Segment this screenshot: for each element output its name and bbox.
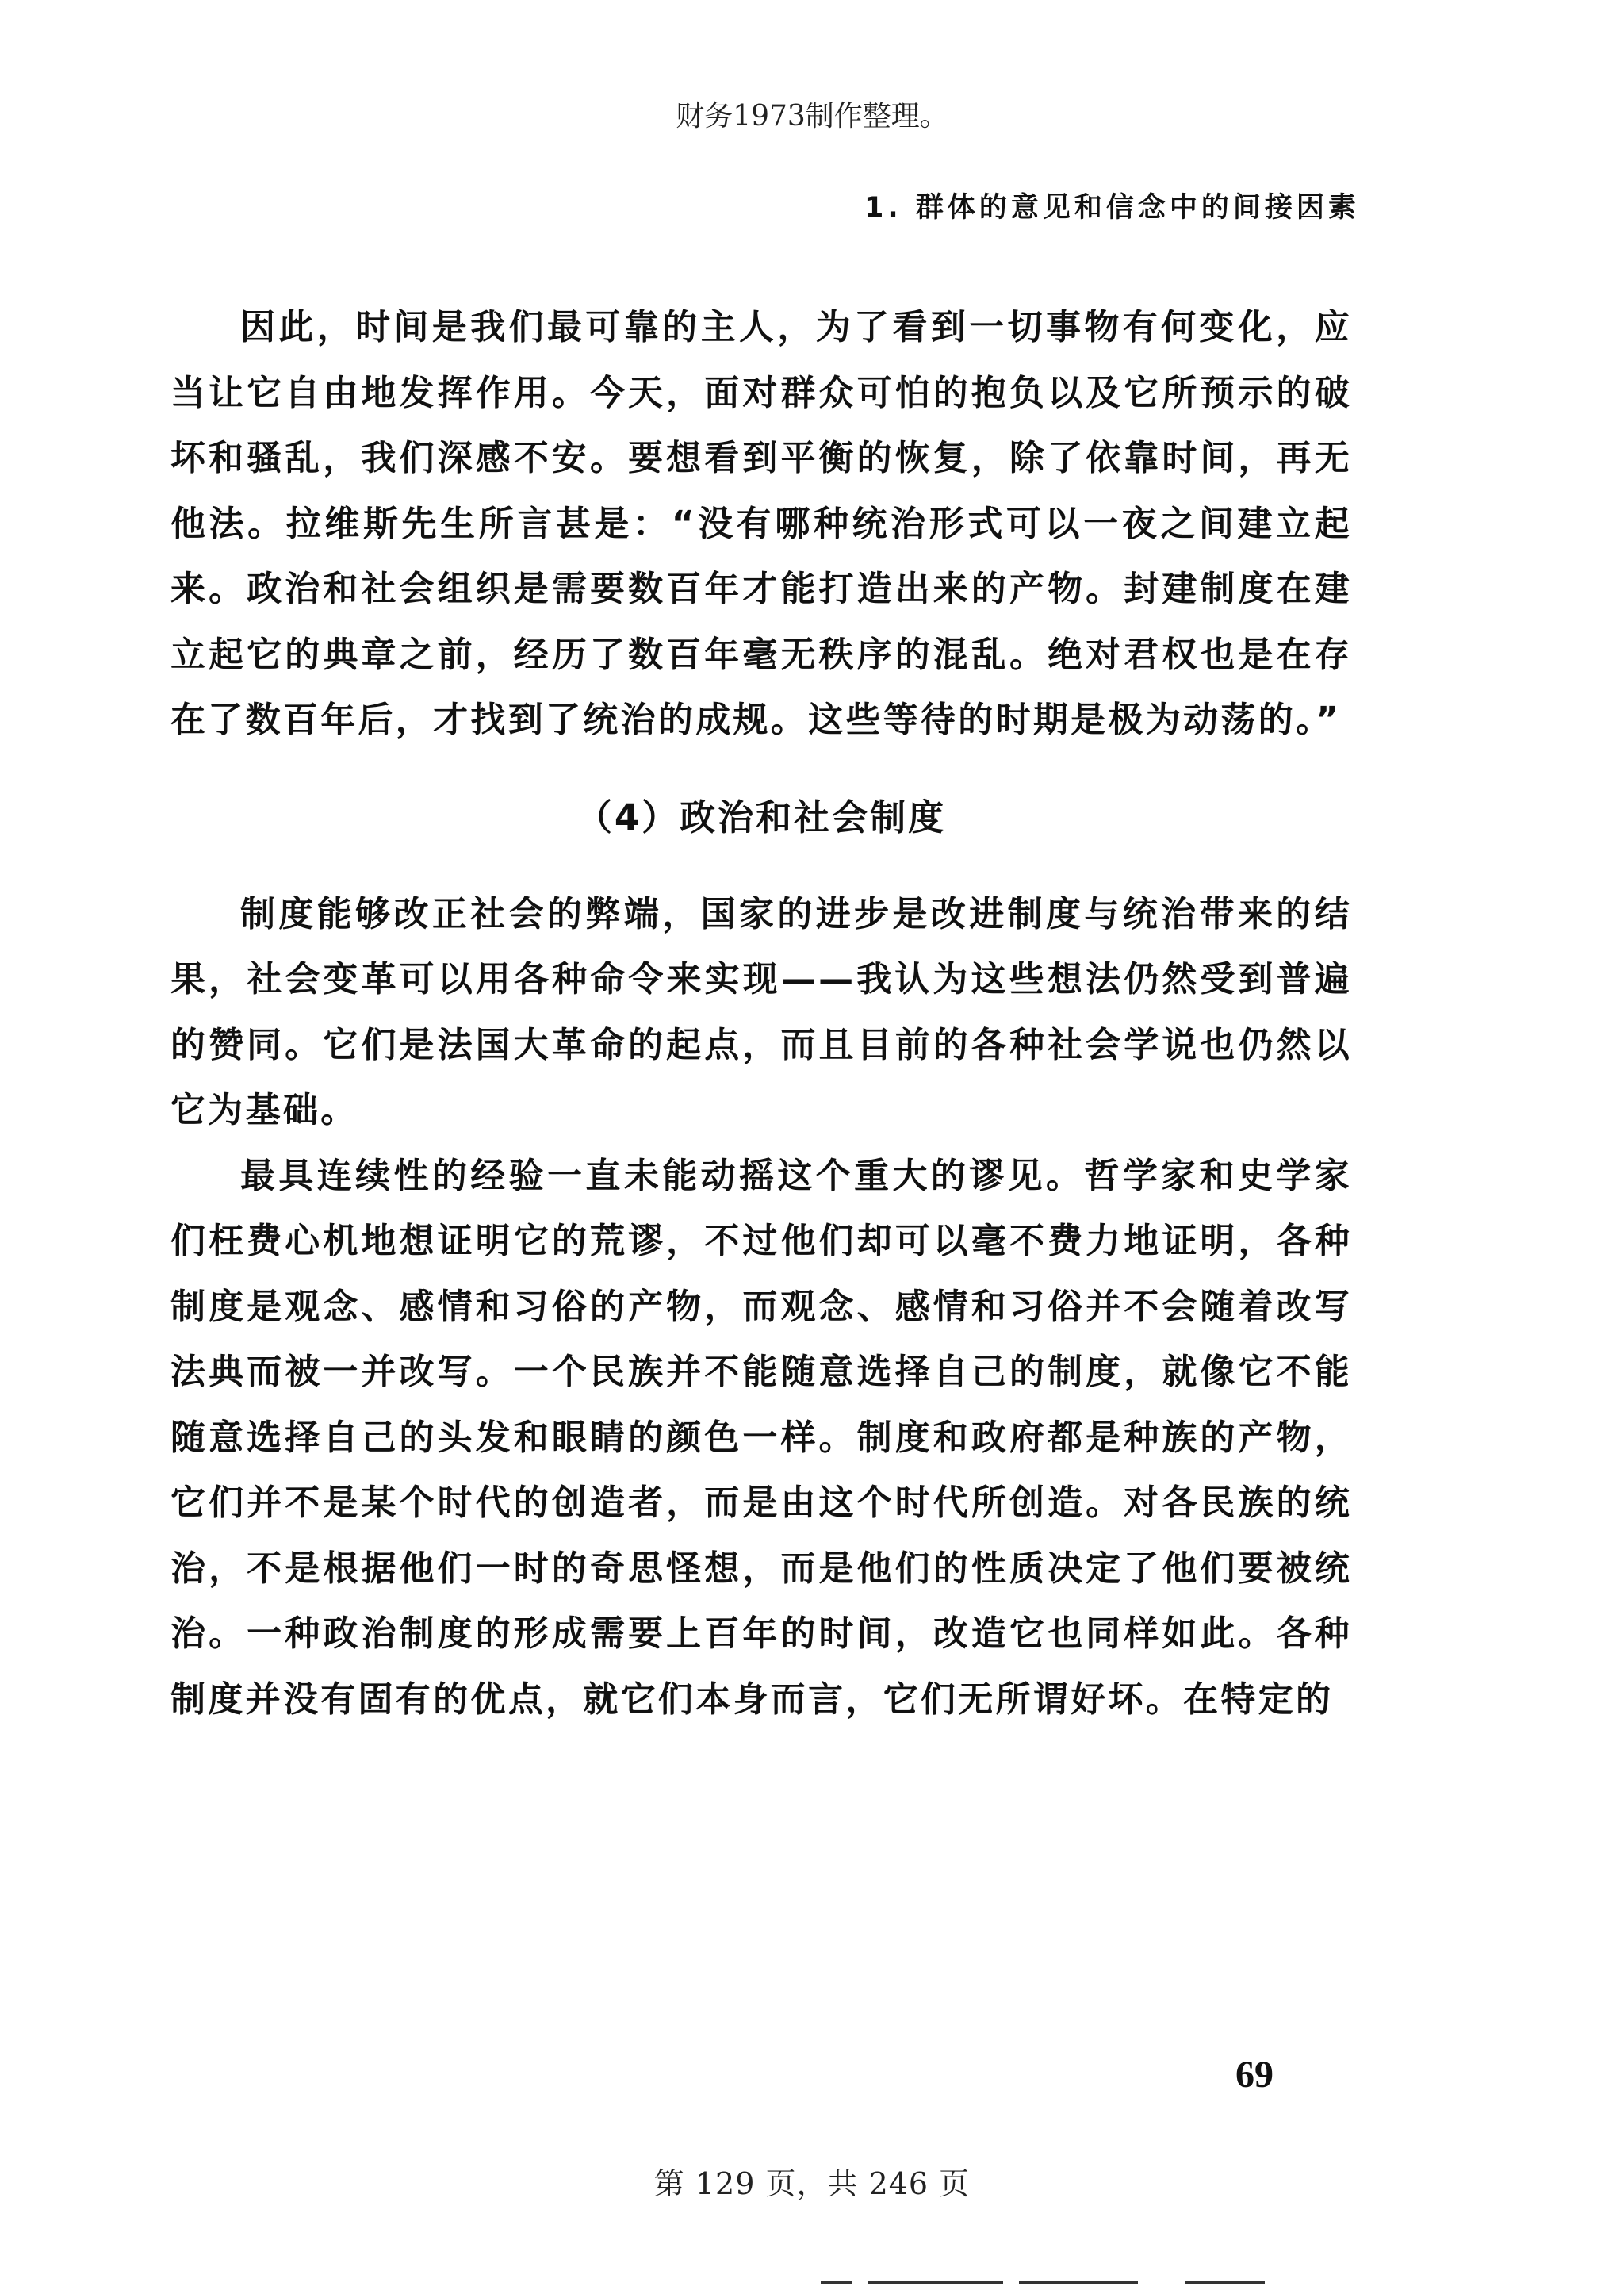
watermark-text: 财务1973制作整理。 (676, 100, 948, 132)
body-paragraph: 最具连续性的经验一直未能动摇这个重大的谬见。哲学家和史学家们枉费心机地想证明它的荒谬，不过他们却可以毫不费力地证明，各种制度是观念、感情和习俗的产物，而观念、感情和习俗并不会随着改写法典而被一并改写。一个民族并不能随意选择自己的制度，就像它不能随意选择自己的头发和眼睛的颜色一样。制度和政府都是种族的产物，它们并不是某个时代的创造者，而是由这个时代所创造。对各民族的统治，不是根据他们一时的奇思怪想，而是他们的性质决定了他们要被统治。一种政治制度的形成需要上百年的时间，改造它也同样如此。各种制度并没有固有的优点，就它们本身而言，它们无所谓好坏。在特定的 (170, 1155, 1352, 1720)
page-number: 69 (1235, 2054, 1274, 2096)
section-heading: （4）政治和社会制度 (576, 796, 947, 838)
running-head: 1. 群体的意见和信念中的间接因素 (864, 192, 1360, 224)
page-body (170, 295, 1352, 1732)
body-paragraph: 制度能够改正社会的弊端，国家的进步是改进制度与统治带来的结果，社会变革可以用各种命令来实现——我认为这些想法仍然受到普遍的赞同。它们是法国大革命的起点，而且目前的各种社会学说也仍然以它为基础。 (170, 893, 1352, 1130)
page-count-footer: 第 129 页，共 246 页 (653, 2166, 971, 2201)
body-paragraph: 因此，时间是我们最可靠的主人，为了看到一切事物有何变化，应当让它自由地发挥作用。今天，面对群众可怕的抱负以及它所预示的破坏和骚乱，我们深感不安。要想看到平衡的恢复，除了依靠时间，再无他法。拉维斯先生所言甚是：“没有哪种统治形式可以一夜之间建立起来。政治和社会组织是需要数百年才能打造出来的产物。封建制度在建立起它的典章之前，经历了数百年毫无秩序的混乱。绝对君权也是在存在了数百年后，才找到了统治的成规。这些等待的时期是极为动荡的。” (170, 307, 1352, 740)
scan-artifact-line (821, 2281, 1265, 2286)
